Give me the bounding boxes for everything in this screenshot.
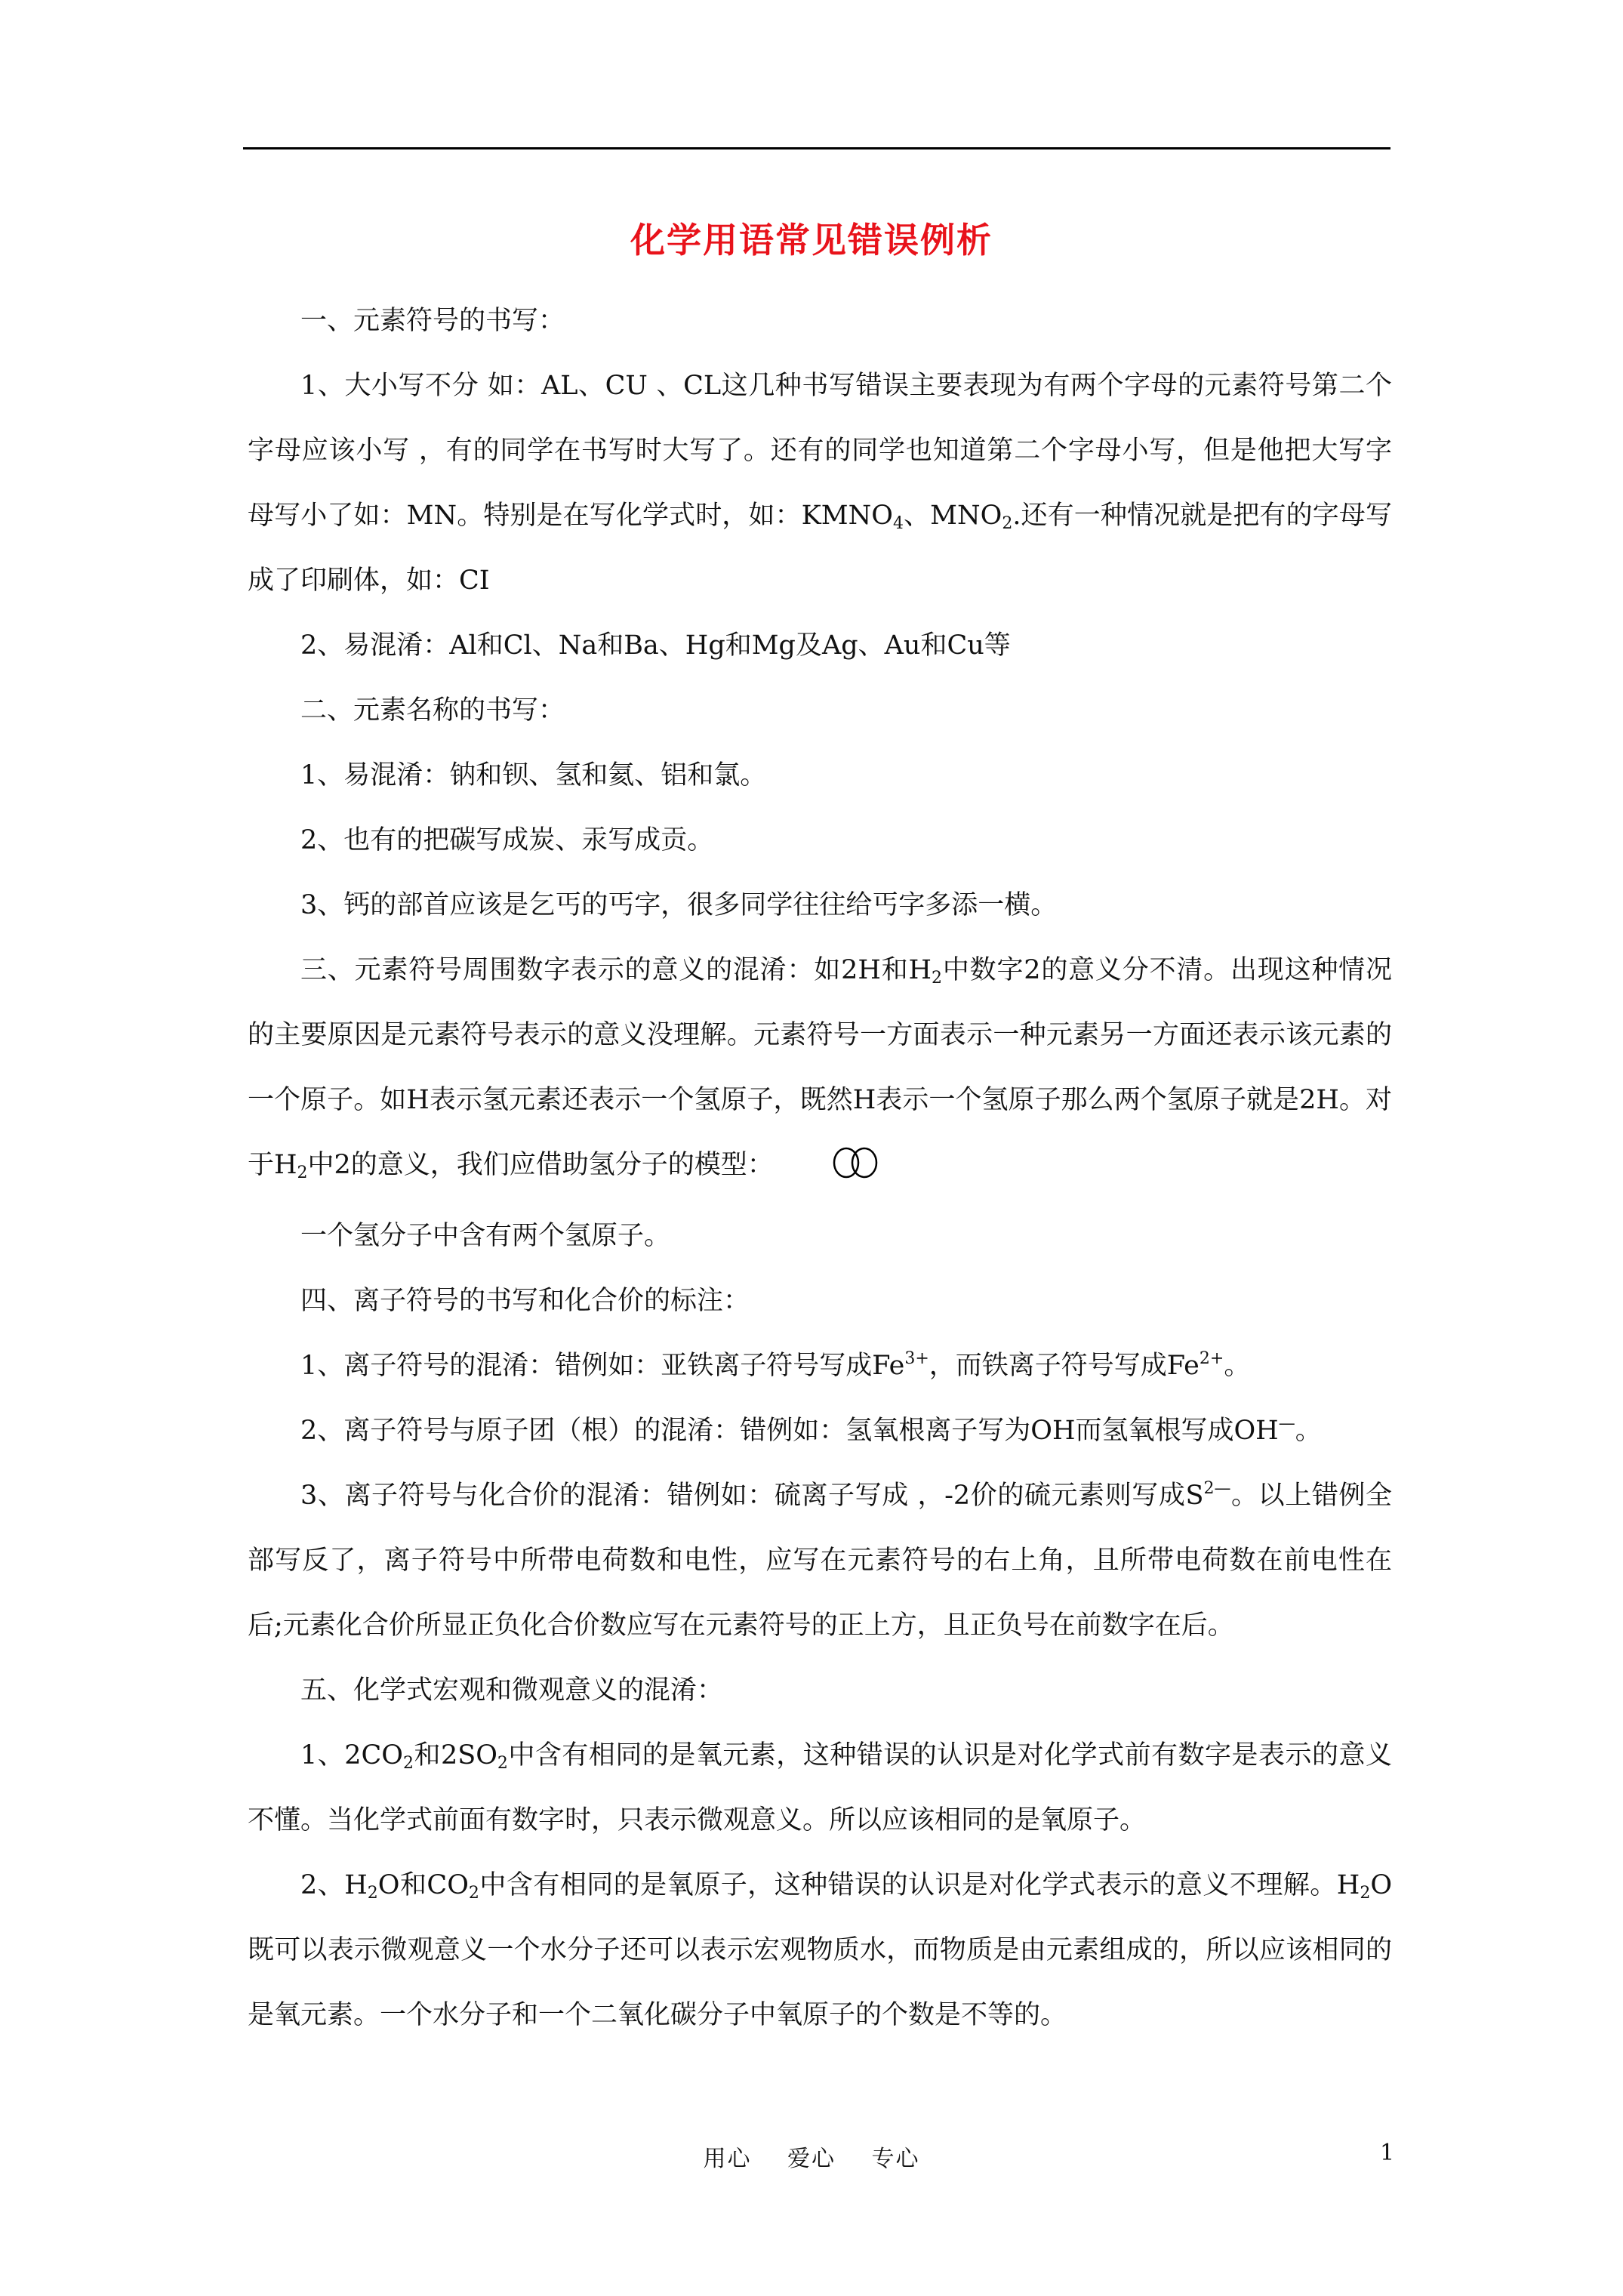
section-3-paragraph-1: 三、元素符号周围数字表示的意义的混淆：如2H和$H_2$中数字2的意义分不清。出现这种情况的主要原因是元素符号表示的意义没理解。元素符号一方面表示一种元素另一方面还表示该元素的一个原子。如H表示氢元素还表示一个氢原子，既然H表示一个氢原子那么两个氢原子就是2H。对于$H_2$中2的意义，我们应借助氢分子的模型： (248, 938, 1392, 1203)
section-4-paragraph-1: 1、离子符号的混淆：错例如：亚铁离子符号写成$Fe^{3+}$，而铁离子符号写成$Fe^{2+}$。 (300, 1349, 1251, 1381)
section-4-paragraph-2: 2、离子符号与原子团（根）的混淆：错例如：氢氧根离子写为OH而氢氧根写成OH—。 (300, 1414, 1322, 1446)
section-1-heading: 一、元素符号的书写： (300, 306, 565, 336)
section-5-paragraph-1: 1、$2CO_2$和$2SO_2$中含有相同的是氧元素，这种错误的认识是对化学式前有数字是表示的意义不懂。当化学式前面有数字时，只表示微观意义。所以应该相同的是氧原子。 (248, 1740, 1392, 1835)
document-body (248, 288, 1392, 2048)
section-1-paragraph-1: 1、大小写不分 如：AL、CU 、CL这几种书写错误主要表现为有两个字母的元素符号第二个字母应该小写 ，有的同学在书写时大写了。还有的同学也知道第二个字母小写，但是他把大写字母写小了如：MN。特别是在写化学式时，如：$KMNO_4$、$MNO_2$.还有一种情况就是把有的字母写成了印刷体，如：CI (248, 371, 1392, 596)
section-5-paragraph-2: 2、$H_2O$和$CO_2$中含有相同的是氧原子，这种错误的认识是对化学式表示的意义不理解。$H_2O$既可以表示微观意义一个水分子还可以表示宏观物质水，而物质是由元素组成的，所以应该相同的是氧元素。一个水分子和一个二氧化碳分子中氧原子的个数是不等的。 (248, 1870, 1393, 2030)
page-number: 1 (1380, 2140, 1395, 2166)
header-rule (243, 147, 1390, 149)
two-circles-molecule-icon (778, 1139, 879, 1203)
section-2-heading: 二、元素名称的书写： (300, 695, 565, 726)
section-5-heading: 五、化学式宏观和微观意义的混淆： (300, 1675, 724, 1706)
section-4-heading: 四、离子符号的书写和化合价的标注： (300, 1286, 750, 1316)
page-title: 化学用语常见错误例析 (630, 220, 993, 260)
section-2-paragraph-2: 2、也有的把碳写成炭、汞写成贡。 (300, 825, 714, 855)
section-2-paragraph-3: 3、钙的部首应该是乞丐的丐字，很多同学往往给丐字多添一横。 (300, 890, 1058, 920)
section-1-paragraph-2: 2、易混淆：Al和Cl、Na和Ba、Hg和Mg及Ag、Au和Cu等 (300, 630, 1011, 661)
section-4-paragraph-3: 3、离子符号与化合价的混淆：错例如：硫离子写成 ，-2价的硫元素则写成$S^{2—}$。以上错例全部写反了，离子符号中所带电荷数和电性，应写在元素符号的右上角，且所带电荷数在前电性在后;元素化合价所显正负化合价数应写在元素符号的正上方，且正负号在前数字在后。 (248, 1479, 1392, 1641)
footer-motto-1: 用心 (703, 2146, 752, 2172)
section-3-paragraph-2: 一个氢分子中含有两个氢原子。 (300, 1221, 671, 1251)
footer-motto-2: 爱心 (787, 2146, 836, 2172)
section-2-paragraph-1: 1、易混淆：钠和钡、氢和氦、铝和氯。 (300, 760, 767, 791)
footer-motto-3: 专心 (871, 2146, 920, 2172)
